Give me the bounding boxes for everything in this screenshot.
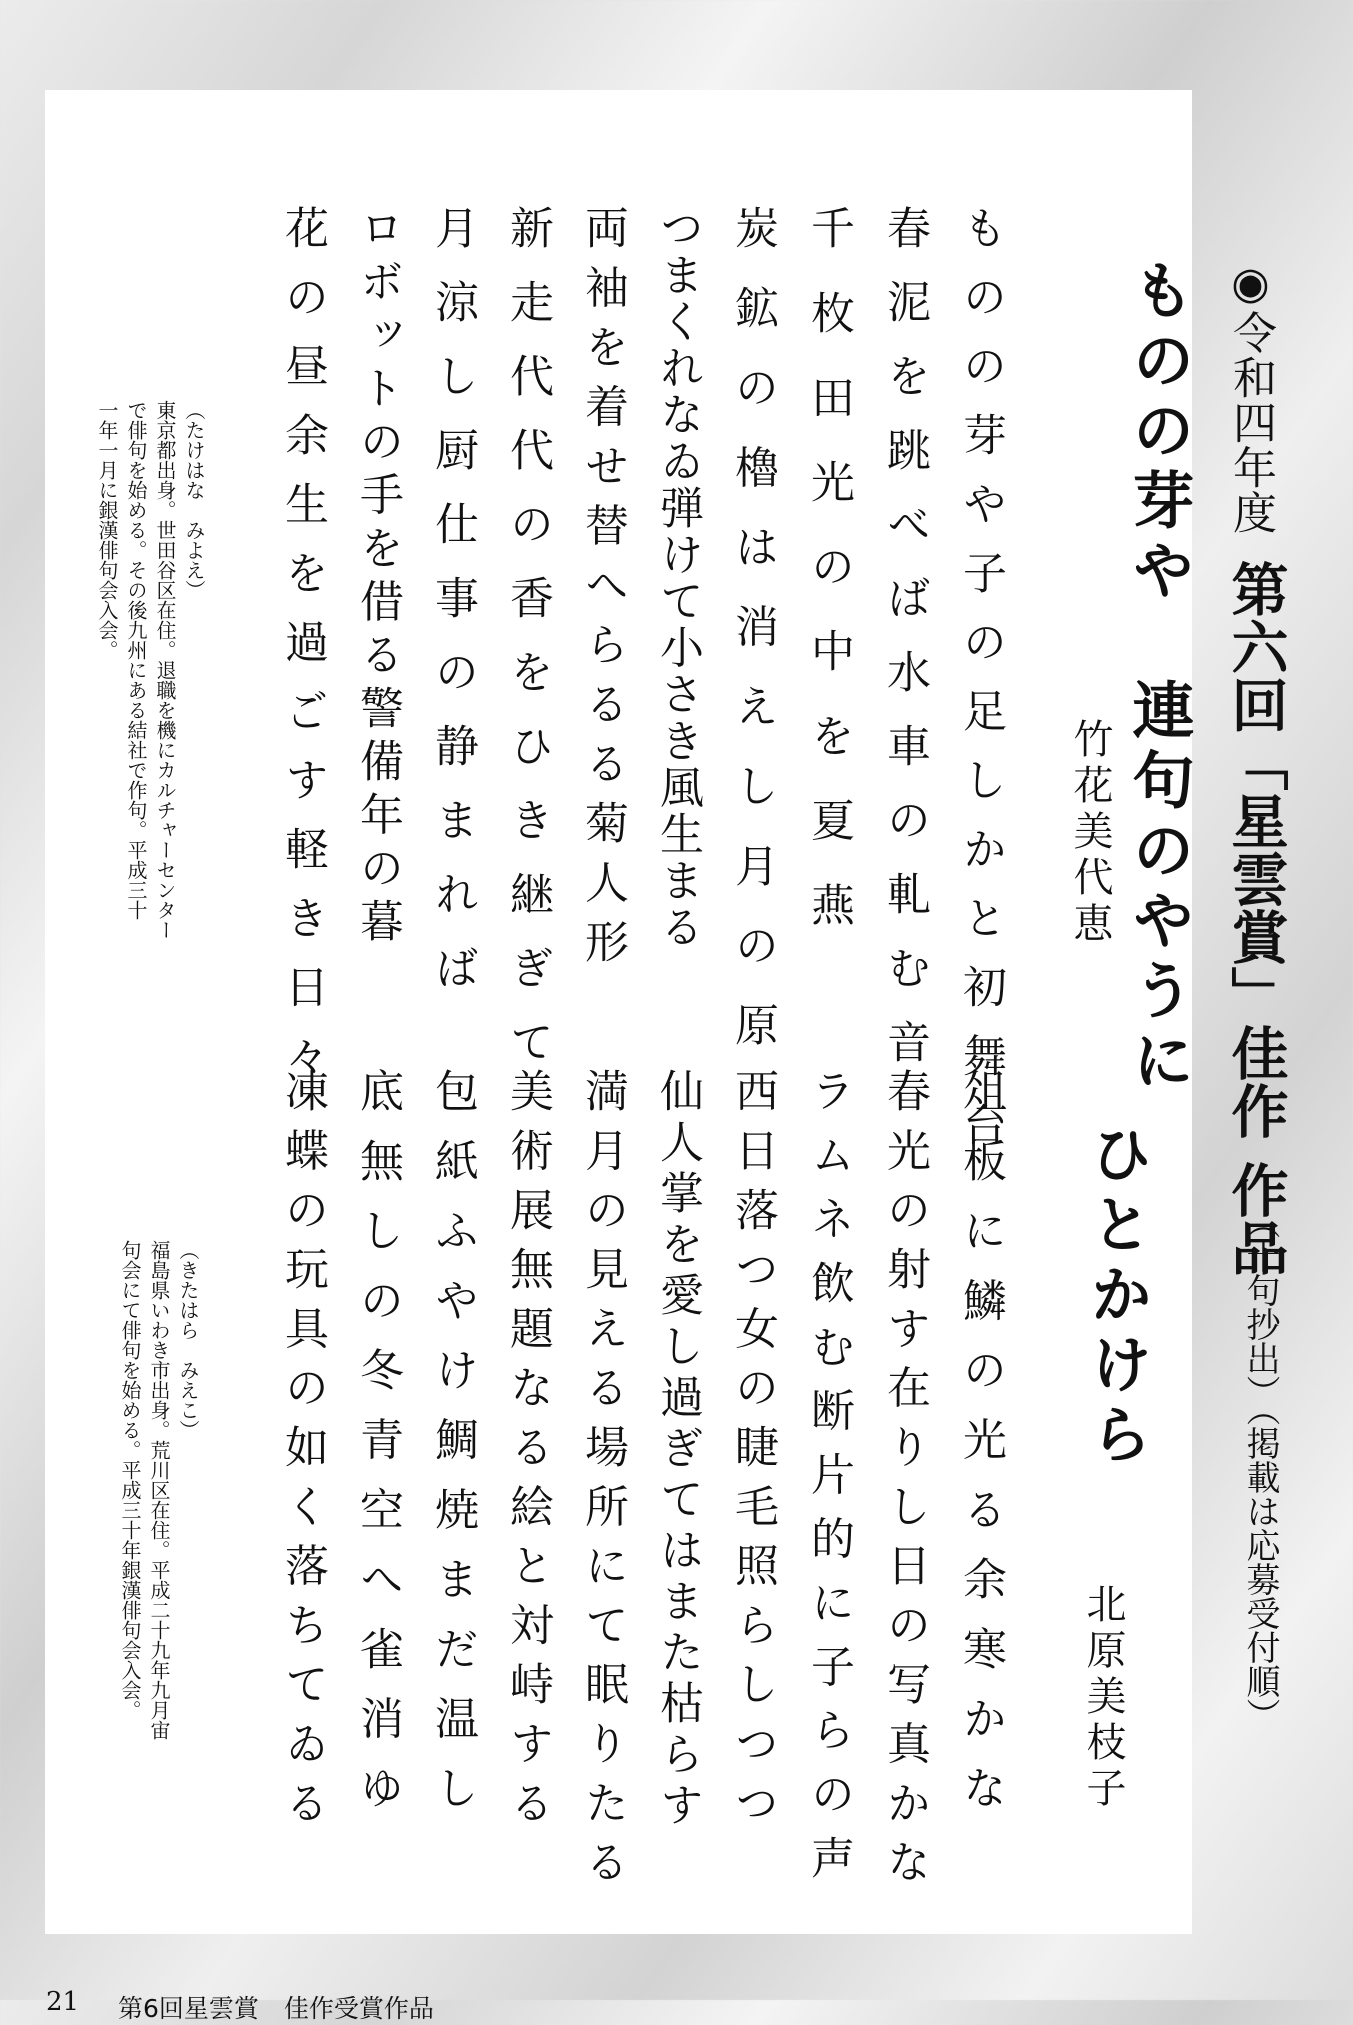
page-number: 21	[46, 1987, 80, 2017]
entry1-haiku: 花の昼余生を過ごす軽き日々	[277, 205, 328, 1102]
entry1-haiku: 炭鉱の櫓は消えし月の原	[727, 205, 778, 1082]
entry2-haiku: ラムネ飲む断片的に子らの声	[803, 1068, 854, 1899]
entry2-haiku: 満月の見える場所にて眠りたる	[577, 1068, 628, 1899]
award-title: 第六回「星雲賞」佳作 作品	[1222, 560, 1288, 1277]
entry1-haiku: ロボットの手を借る警備年の暮	[352, 205, 403, 952]
entry2-haiku: 西日落つ女の睫毛照らしつつ	[727, 1068, 778, 1839]
entry1-bio-line: 東京都出身。世田谷区在住。退職を機にカルチャーセンター	[153, 400, 177, 940]
entry2-bio-line: 句会にて俳句を始める。平成三十年銀漢俳句会入会。	[118, 1240, 142, 1720]
entry2-haiku: 凍蝶の玩具の如く落ちてゐる	[277, 1068, 328, 1839]
entry2-bio	[115, 1240, 202, 1740]
entry1-haiku: 千枚田光の中を夏燕	[803, 205, 854, 967]
running-footer: 第6回星雲賞 佳作受賞作品	[118, 1994, 434, 2023]
entry2-bio-line: 福島県いわき市出身。荒川区在住。平成二十九年九月宙	[147, 1240, 171, 1740]
entry2-haiku: 春光の射す在りし日の写真かな	[879, 1068, 930, 1899]
entry2-haiku: 底無しの冬青空へ雀消ゆ	[352, 1068, 403, 1835]
entry1-haiku: 月涼し厨仕事の静まれば	[427, 205, 478, 1019]
entry1-bio	[92, 400, 208, 940]
entry1-haiku: つまくれなゐ弾けて小さき風生まる	[652, 205, 703, 951]
entry1-haiku: 春泥を跳べば水車の軋む音	[879, 205, 930, 1093]
entry1-haiku: 新走代代の香をひき継ぎて	[502, 205, 553, 1093]
award-year-label: ◉令和四年度	[1225, 258, 1276, 535]
entry1-bio-line: （たけはな みよえ）	[182, 400, 206, 600]
entry1-haiku: ものの芽や子の足しかと初舞台	[955, 205, 1006, 1171]
entry2-haiku: 包紙ふやけ鯛焼まだ温し	[427, 1068, 478, 1835]
entry2-haiku: 俎板に鱗の光る余寒かな	[955, 1068, 1006, 1835]
entry1-author: 竹花美代恵	[1067, 718, 1113, 948]
entry2-haiku: 美術展無題なる絵と対峙する	[502, 1068, 553, 1839]
entry2-bio-line: （きたはら みえこ）	[176, 1240, 200, 1440]
entry2-author: 北原美枝子	[1080, 1583, 1126, 1813]
entry1-title: ものの芽や 連句のやうに	[1122, 258, 1195, 1098]
entry2-title: ひとかけら	[1080, 1122, 1153, 1472]
entry2-haiku: 仙人掌を愛し過ぎてはまた枯らす	[652, 1068, 703, 1833]
entry1-bio-line: 一年一月に銀漢俳句会入会。	[95, 400, 119, 660]
entry1-bio-line: で俳句を始める。その後九州にある結社で作句。平成三十	[124, 400, 148, 920]
selection-note: （十句抄出）（掲載は応募受付順）	[1240, 1205, 1280, 1732]
entry1-haiku: 両袖を着せ替へらるる菊人形	[577, 205, 628, 979]
